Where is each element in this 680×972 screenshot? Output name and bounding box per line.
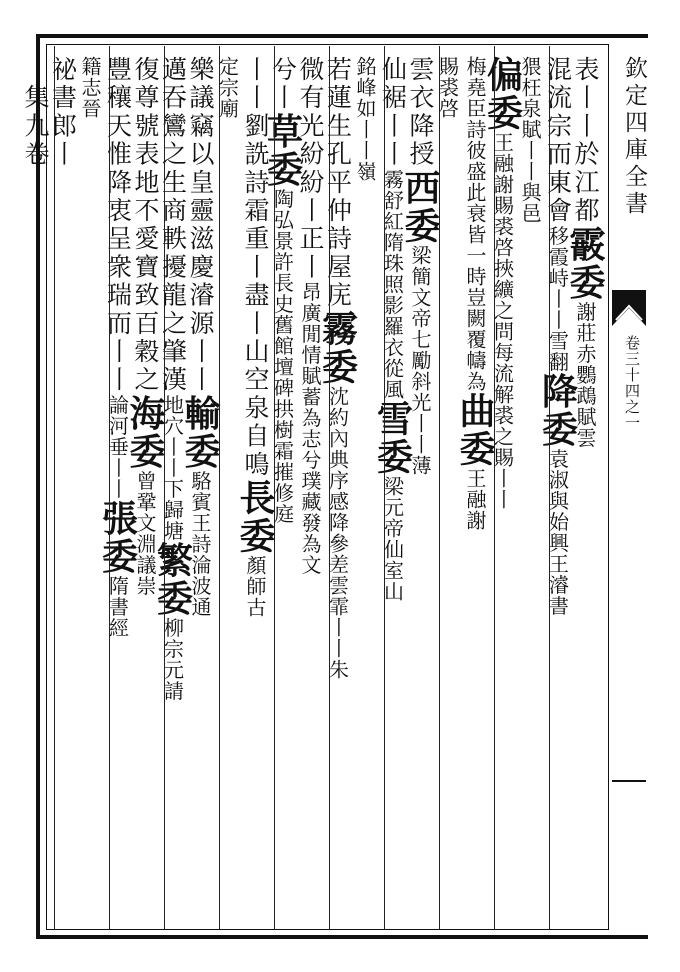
entry-heading: 張委: [96, 499, 139, 576]
column-rule: [494, 46, 495, 930]
body-text: 邁吞鸞之生商軼擾龍之肇漢: [158, 56, 188, 395]
entry-heading: 曲委: [454, 392, 496, 468]
body-text: 表丨丨於江都: [571, 56, 600, 226]
body-text: 雲衣降授: [406, 56, 435, 169]
book-title: 欽定四庫全書: [621, 56, 647, 218]
body-text: 混流宗而東會: [543, 56, 573, 226]
citation-note: 霧舒紅隋珠照影羅衣從風: [380, 168, 405, 400]
gutter-mark: [612, 780, 646, 782]
entry-heading: 輸委: [179, 394, 221, 471]
citation-note: 謝莊赤鸚鵡賦雲: [573, 301, 597, 449]
citation-note: 論河垂丨丨: [105, 394, 130, 500]
body-text: 復尊號表地不愛寶致百穀之: [131, 56, 160, 395]
citation-note: 地穴丨丨下歸塘: [160, 394, 185, 542]
entry-heading: 霰委: [564, 225, 606, 302]
citation-note: 袁淑與始興王濬書: [545, 448, 570, 617]
citation-note: 王融謝: [463, 468, 487, 531]
citation-note: 王融謝賜裘啓挾纊之問每流解裘之賜丨丨: [490, 132, 515, 510]
body-text: 微有光紛紛丨正丨: [296, 56, 325, 282]
citation-note: 梁元帝仙室山: [380, 475, 405, 602]
column-rule: [384, 46, 385, 930]
citation-note: 顏師古: [243, 555, 267, 618]
citation-note: 移霞峙丨丨雪翻: [545, 225, 570, 373]
column-rule: [549, 46, 550, 930]
entry-heading: 雪委: [371, 399, 414, 476]
citation-note: 駱賓王詩淪波通: [188, 470, 212, 618]
column-rule: [329, 46, 330, 930]
text-column: [19, 56, 53, 926]
column-rule: [109, 46, 110, 930]
body-text: 丨丨劉詵詩霜重丨盡丨山空泉自鳴: [241, 56, 270, 479]
entry-heading: 繁委: [151, 541, 194, 618]
citation-note: 猥枉泉賦丨丨與邑: [518, 56, 542, 224]
body-text: 樂議竊以皇靈滋慶濬源丨丨: [186, 56, 215, 395]
body-text: 丨集九卷: [21, 56, 50, 169]
citation-note: 賜裘啓: [435, 56, 460, 119]
fish-tail-mark-icon: [612, 290, 646, 326]
entry-heading: 草委: [261, 112, 304, 189]
citation-note: 梁簡文帝七勵斜光丨丨薄: [408, 244, 432, 476]
citation-note: 定宗廟: [215, 56, 240, 119]
citation-note: 柳宗元請: [160, 617, 185, 702]
entry-heading: 降委: [536, 372, 579, 449]
citation-note: 籍志晉: [78, 56, 102, 119]
column-rule: [164, 46, 165, 930]
citation-note: 陶弘景許長史舊館壇碑拱樹霜摧修庭: [270, 188, 295, 525]
citation-note: 沈約內典序感降參差雲霏丨丨朱: [325, 385, 350, 680]
entry-heading: 海委: [124, 394, 166, 471]
chapter-number: 卷三十四之一: [623, 335, 641, 431]
entry-heading: 西委: [399, 168, 441, 245]
citation-note: 隋書經: [105, 575, 130, 639]
column-rule: [274, 46, 275, 930]
body-text: 仙裾丨丨: [378, 56, 408, 169]
column-rule: [219, 46, 220, 930]
column-rule: [439, 46, 440, 930]
citation-note: 昂廣閒情賦蓄為志兮璞藏發為文: [298, 281, 322, 576]
body-text: 兮丨: [268, 56, 298, 113]
column-rule: [54, 46, 55, 930]
body-text: 豐穰天惟降衷呈衆瑞而丨丨: [103, 56, 133, 395]
citation-note: 梅堯臣詩彼盛此衰皆一時豈闕覆幬為: [463, 56, 487, 392]
citation-note: 銘峰如丨丨嶺: [353, 56, 377, 182]
entry-heading: 霧委: [316, 309, 359, 386]
entry-heading: 長委: [234, 479, 276, 555]
citation-note: 曾鞏文淵議崇: [133, 470, 157, 597]
entry-heading: 偏委: [481, 56, 524, 132]
body-text: 若蓮生孔平仲詩屋庑: [323, 56, 353, 310]
body-text: 祕書郎丨: [48, 56, 78, 169]
